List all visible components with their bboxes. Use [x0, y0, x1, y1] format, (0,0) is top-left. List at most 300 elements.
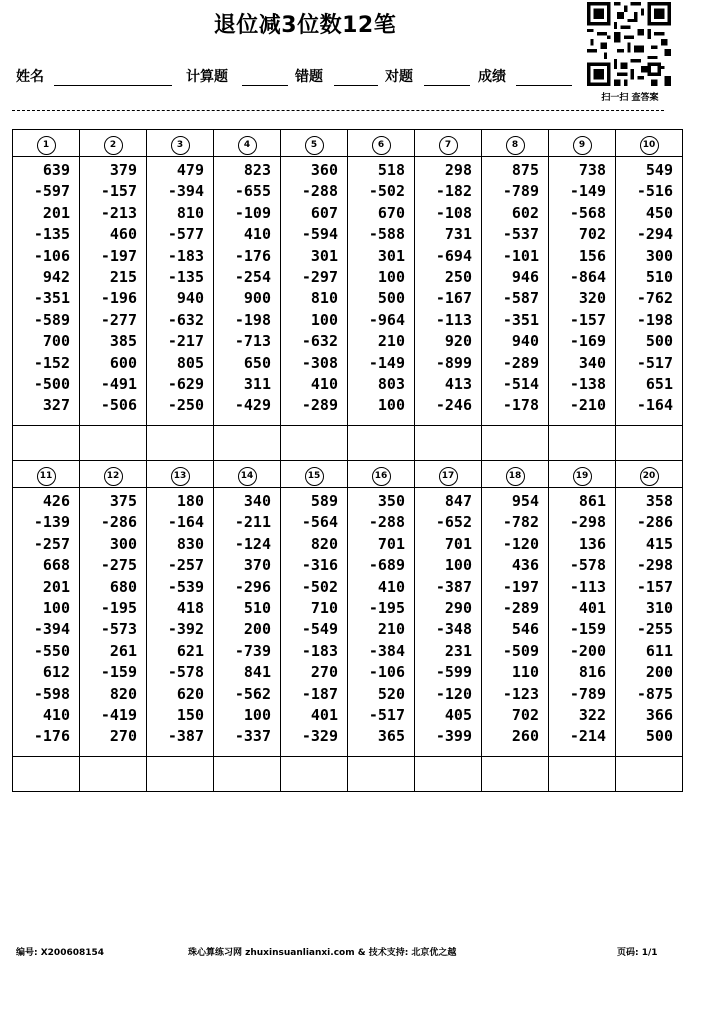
problem-term: 200: [645, 663, 673, 682]
problem-term: -351: [33, 289, 70, 308]
problem-number-badge: 17: [439, 467, 458, 486]
wrong-label: 错题: [295, 69, 323, 85]
problem-column: [80, 157, 147, 426]
problem-term: -597: [33, 182, 70, 201]
problem-term: -399: [435, 727, 472, 746]
count-field[interactable]: [242, 85, 288, 86]
problem-term: -537: [502, 225, 539, 244]
answer-box[interactable]: [13, 426, 80, 461]
problem-term: -109: [234, 203, 271, 222]
problem-column: [482, 488, 549, 757]
problem-term: -149: [569, 182, 606, 201]
problem-term: -124: [234, 534, 271, 553]
answer-box[interactable]: [147, 426, 214, 461]
problem-term: -562: [234, 684, 271, 703]
problem-term: -337: [234, 727, 271, 746]
problem-number-badge: 8: [506, 136, 525, 155]
problem-term: 946: [511, 267, 539, 286]
problem-number-cell: [147, 461, 214, 488]
problem-term: 702: [578, 225, 606, 244]
problem-term: 379: [109, 161, 137, 179]
problem-term: 731: [444, 225, 472, 244]
problem-term: -598: [33, 684, 70, 703]
problem-number-badge: 16: [372, 467, 391, 486]
sheet-code: 编号: X200608154: [16, 948, 105, 958]
answer-box[interactable]: [281, 426, 348, 461]
problem-term: 150: [176, 705, 204, 724]
problem-term: 847: [444, 492, 472, 510]
answer-box[interactable]: [80, 426, 147, 461]
problem-term: -578: [167, 663, 204, 682]
problem-term: -491: [100, 374, 137, 393]
answer-box[interactable]: [13, 757, 80, 792]
problem-term: -549: [301, 620, 338, 639]
problem-term: 250: [444, 267, 472, 286]
problem-column: [415, 488, 482, 757]
problem-term: -277: [100, 310, 137, 329]
problem-term: 136: [578, 534, 606, 553]
problem-term: 401: [578, 598, 606, 617]
problem-term: 810: [176, 203, 204, 222]
problem-term: 260: [511, 727, 539, 746]
problem-term: 322: [578, 705, 606, 724]
problem-column-row: [13, 488, 683, 757]
score-label: 成绩: [478, 69, 506, 85]
problem-term: 385: [109, 332, 137, 351]
problem-term: -149: [368, 353, 405, 372]
problem-term: 100: [42, 598, 70, 617]
problem-term: 875: [511, 161, 539, 179]
problem-column: [348, 488, 415, 757]
problem-term: 450: [645, 203, 673, 222]
problem-term: 738: [578, 161, 606, 179]
problem-column: [415, 157, 482, 426]
problem-term: -157: [569, 310, 606, 329]
problem-term: -577: [167, 225, 204, 244]
problem-term: 270: [310, 663, 338, 682]
right-field[interactable]: [424, 85, 470, 86]
problem-term: -198: [636, 310, 673, 329]
problem-term: -120: [435, 684, 472, 703]
problem-number-cell: [80, 130, 147, 157]
problem-term: 298: [444, 161, 472, 179]
problem-term: -157: [100, 182, 137, 201]
problem-term: -169: [569, 332, 606, 351]
problem-number-cell: [616, 130, 683, 157]
answer-box[interactable]: [214, 757, 281, 792]
problem-term: -506: [100, 396, 137, 415]
problem-term: 940: [511, 332, 539, 351]
problem-column: [616, 157, 683, 426]
problem-term: 639: [42, 161, 70, 179]
problem-term: -589: [33, 310, 70, 329]
problem-term: 820: [310, 534, 338, 553]
problem-number-cell: [348, 130, 415, 157]
problem-term: -257: [167, 556, 204, 575]
problem-number-badge: 5: [305, 136, 324, 155]
problem-term: -587: [502, 289, 539, 308]
problem-number-cell: [415, 130, 482, 157]
answer-box[interactable]: [214, 426, 281, 461]
problem-term: 358: [645, 492, 673, 510]
problem-term: 261: [109, 641, 137, 660]
problem-term: -197: [100, 246, 137, 265]
problem-term: -762: [636, 289, 673, 308]
right-label: 对题: [385, 69, 413, 85]
problem-term: 410: [42, 705, 70, 724]
problem-term: -289: [502, 598, 539, 617]
problem-term: -394: [167, 182, 204, 201]
problem-column: [147, 488, 214, 757]
problem-term: 823: [243, 161, 271, 179]
problem-term: 460: [109, 225, 137, 244]
problem-term: -139: [33, 513, 70, 532]
problem-term: -294: [636, 225, 673, 244]
problem-number-badge: 10: [640, 136, 659, 155]
problem-term: -106: [33, 246, 70, 265]
problem-term: -329: [301, 727, 338, 746]
answer-box[interactable]: [616, 757, 683, 792]
problem-term: 410: [310, 374, 338, 393]
problem-number-badge: 4: [238, 136, 257, 155]
problem-column: [13, 488, 80, 757]
problem-number-cell: [214, 130, 281, 157]
problem-term: -246: [435, 396, 472, 415]
problem-term: 413: [444, 374, 472, 393]
problem-term: -502: [301, 577, 338, 596]
student-info-line: [16, 66, 586, 90]
problem-term: -286: [100, 513, 137, 532]
problem-term: -152: [33, 353, 70, 372]
problem-term: 520: [377, 684, 405, 703]
problem-term: 546: [511, 620, 539, 639]
problem-term: -123: [502, 684, 539, 703]
answer-box[interactable]: [616, 426, 683, 461]
problem-term: -286: [636, 513, 673, 532]
problem-term: -514: [502, 374, 539, 393]
problem-term: -176: [33, 727, 70, 746]
problem-term: 612: [42, 663, 70, 682]
problem-term: -509: [502, 641, 539, 660]
problem-number-badge: 7: [439, 136, 458, 155]
problem-column: [214, 157, 281, 426]
problem-number-badge: 6: [372, 136, 391, 155]
problem-term: 954: [511, 492, 539, 510]
problem-term: -564: [301, 513, 338, 532]
problem-term: 621: [176, 641, 204, 660]
problem-column: [549, 488, 616, 757]
problem-term: -298: [569, 513, 606, 532]
problem-term: -578: [569, 556, 606, 575]
problem-term: 300: [109, 534, 137, 553]
problem-term: -214: [569, 727, 606, 746]
problem-term: -164: [167, 513, 204, 532]
problem-term: -289: [502, 353, 539, 372]
problem-term: 816: [578, 663, 606, 682]
problem-term: 401: [310, 705, 338, 724]
problem-term: -164: [636, 396, 673, 415]
problem-term: -594: [301, 225, 338, 244]
problem-column: [616, 488, 683, 757]
problem-term: -197: [502, 577, 539, 596]
problem-term: -138: [569, 374, 606, 393]
problem-term: -275: [100, 556, 137, 575]
problem-term: 320: [578, 289, 606, 308]
problem-term: -789: [569, 684, 606, 703]
problem-term: -392: [167, 620, 204, 639]
problem-term: 301: [377, 246, 405, 265]
problem-term: 327: [42, 396, 70, 415]
problem-term: -739: [234, 641, 271, 660]
problem-column-row: [13, 157, 683, 426]
problem-term: -250: [167, 396, 204, 415]
problem-term: 100: [377, 396, 405, 415]
problem-term: -782: [502, 513, 539, 532]
problem-term: 479: [176, 161, 204, 179]
problem-term: -387: [167, 727, 204, 746]
problem-term: 611: [645, 641, 673, 660]
problem-term: 670: [377, 203, 405, 222]
problem-term: -296: [234, 577, 271, 596]
problem-term: -167: [435, 289, 472, 308]
problem-column: [80, 488, 147, 757]
problem-term: -632: [301, 332, 338, 351]
qr-code-icon[interactable]: [584, 2, 674, 86]
name-label: 姓名: [16, 69, 44, 85]
problem-term: -517: [368, 705, 405, 724]
problem-term: -196: [100, 289, 137, 308]
problem-term: 803: [377, 374, 405, 393]
problem-term: -200: [569, 641, 606, 660]
problem-term: 350: [377, 492, 405, 510]
problem-term: 841: [243, 663, 271, 682]
problem-term: 100: [243, 705, 271, 724]
answer-row: [13, 757, 683, 792]
problem-number-row: [13, 130, 683, 157]
problem-term: 607: [310, 203, 338, 222]
problem-term: -210: [569, 396, 606, 415]
name-field[interactable]: [54, 85, 172, 86]
problem-term: -211: [234, 513, 271, 532]
wrong-field[interactable]: [334, 85, 378, 86]
problem-number-badge: 1: [37, 136, 56, 155]
problem-number-cell: [281, 461, 348, 488]
problem-term: 701: [377, 534, 405, 553]
problem-term: 410: [243, 225, 271, 244]
problem-term: -217: [167, 332, 204, 351]
problem-term: -183: [167, 246, 204, 265]
problem-number-cell: [13, 130, 80, 157]
problem-number-badge: 20: [640, 467, 659, 486]
problem-term: 602: [511, 203, 539, 222]
answer-box[interactable]: [415, 426, 482, 461]
problem-term: -429: [234, 396, 271, 415]
problem-term: -297: [301, 267, 338, 286]
answer-box[interactable]: [348, 426, 415, 461]
problem-term: -308: [301, 353, 338, 372]
problem-term: -573: [100, 620, 137, 639]
problem-term: -187: [301, 684, 338, 703]
problem-term: 940: [176, 289, 204, 308]
problem-column: [13, 157, 80, 426]
problem-term: 680: [109, 577, 137, 596]
problem-term: 410: [377, 577, 405, 596]
problem-term: -182: [435, 182, 472, 201]
problem-term: -632: [167, 310, 204, 329]
answer-box[interactable]: [549, 757, 616, 792]
problem-column: [482, 157, 549, 426]
problem-number-badge: 11: [37, 467, 56, 486]
problem-term: 810: [310, 289, 338, 308]
problem-term: 300: [645, 246, 673, 265]
problem-term: -120: [502, 534, 539, 553]
problem-number-badge: 15: [305, 467, 324, 486]
problem-term: -394: [33, 620, 70, 639]
answer-box[interactable]: [80, 757, 147, 792]
problem-number-row: [13, 461, 683, 488]
problem-term: -516: [636, 182, 673, 201]
problem-number-cell: [415, 461, 482, 488]
problem-term: -899: [435, 353, 472, 372]
problem-term: -157: [636, 577, 673, 596]
problem-term: -789: [502, 182, 539, 201]
answer-box[interactable]: [147, 757, 214, 792]
problem-term: 365: [377, 727, 405, 746]
problem-number-cell: [348, 461, 415, 488]
answer-box[interactable]: [482, 426, 549, 461]
problem-term: -159: [569, 620, 606, 639]
problem-term: 426: [42, 492, 70, 510]
problem-term: -257: [33, 534, 70, 553]
problem-number-cell: [13, 461, 80, 488]
problem-term: 415: [645, 534, 673, 553]
problem-term: 301: [310, 246, 338, 265]
problem-term: -213: [100, 203, 137, 222]
problem-term: -113: [569, 577, 606, 596]
problem-term: -588: [368, 225, 405, 244]
problem-term: 210: [377, 620, 405, 639]
problem-term: 589: [310, 492, 338, 510]
answer-box[interactable]: [415, 757, 482, 792]
problem-term: -652: [435, 513, 472, 532]
problem-number-badge: 12: [104, 467, 123, 486]
problem-number-badge: 14: [238, 467, 257, 486]
problem-term: 100: [310, 310, 338, 329]
problem-number-cell: [616, 461, 683, 488]
problem-term: -419: [100, 705, 137, 724]
problem-term: -288: [301, 182, 338, 201]
problem-column: [281, 157, 348, 426]
problem-term: 405: [444, 705, 472, 724]
problem-term: 370: [243, 556, 271, 575]
problem-term: 701: [444, 534, 472, 553]
problem-number-cell: [214, 461, 281, 488]
answer-box[interactable]: [482, 757, 549, 792]
problem-term: 600: [109, 353, 137, 372]
site-credit: 珠心算练习网 zhuxinsuanlianxi.com & 技术支持: 北京优之越: [188, 948, 457, 958]
cut-line-divider: [12, 110, 664, 111]
page-number: 页码: 1/1: [617, 948, 658, 958]
problem-term: 510: [243, 598, 271, 617]
problem-term: -502: [368, 182, 405, 201]
problem-term: 201: [42, 203, 70, 222]
problem-number-cell: [549, 130, 616, 157]
answer-box[interactable]: [281, 757, 348, 792]
problem-term: -875: [636, 684, 673, 703]
problem-term: 900: [243, 289, 271, 308]
problem-term: 651: [645, 374, 673, 393]
problem-term: 436: [511, 556, 539, 575]
problem-term: 620: [176, 684, 204, 703]
problem-term: -289: [301, 396, 338, 415]
problem-term: 231: [444, 641, 472, 660]
problem-term: 500: [645, 332, 673, 351]
problem-term: 500: [377, 289, 405, 308]
problem-term: 418: [176, 598, 204, 617]
score-field[interactable]: [516, 85, 572, 86]
problem-term: 340: [578, 353, 606, 372]
problem-number-badge: 3: [171, 136, 190, 155]
problem-term: 942: [42, 267, 70, 286]
problem-term: -183: [301, 641, 338, 660]
problem-column: [214, 488, 281, 757]
problem-term: 340: [243, 492, 271, 510]
problem-term: 500: [645, 727, 673, 746]
problem-term: 100: [377, 267, 405, 286]
problem-term: -316: [301, 556, 338, 575]
problem-column: [348, 157, 415, 426]
answer-box[interactable]: [348, 757, 415, 792]
problem-term: -500: [33, 374, 70, 393]
problem-term: -176: [234, 246, 271, 265]
problem-term: 549: [645, 161, 673, 179]
problem-term: -384: [368, 641, 405, 660]
problem-number-badge: 19: [573, 467, 592, 486]
problem-term: 210: [377, 332, 405, 351]
problem-number-badge: 9: [573, 136, 592, 155]
problem-term: 518: [377, 161, 405, 179]
problem-term: 702: [511, 705, 539, 724]
problem-term: -694: [435, 246, 472, 265]
problem-term: -135: [167, 267, 204, 286]
problem-term: 110: [511, 663, 539, 682]
problem-number-cell: [549, 461, 616, 488]
problem-term: 510: [645, 267, 673, 286]
problem-number-cell: [147, 130, 214, 157]
answer-box[interactable]: [549, 426, 616, 461]
problem-term: -539: [167, 577, 204, 596]
page-title: 退位减3位数12笔: [213, 13, 397, 38]
problem-term: -255: [636, 620, 673, 639]
problem-term: 360: [310, 161, 338, 179]
problem-term: 830: [176, 534, 204, 553]
problem-term: 100: [444, 556, 472, 575]
problem-term: -864: [569, 267, 606, 286]
problem-term: -964: [368, 310, 405, 329]
problem-term: -550: [33, 641, 70, 660]
problem-number-cell: [281, 130, 348, 157]
problem-term: -655: [234, 182, 271, 201]
problem-term: -351: [502, 310, 539, 329]
problem-term: 200: [243, 620, 271, 639]
problem-term: -387: [435, 577, 472, 596]
problem-term: 270: [109, 727, 137, 746]
problem-number-badge: 13: [171, 467, 190, 486]
problem-number-badge: 18: [506, 467, 525, 486]
count-label: 计算题: [186, 69, 228, 85]
problem-term: -135: [33, 225, 70, 244]
problem-term: 201: [42, 577, 70, 596]
